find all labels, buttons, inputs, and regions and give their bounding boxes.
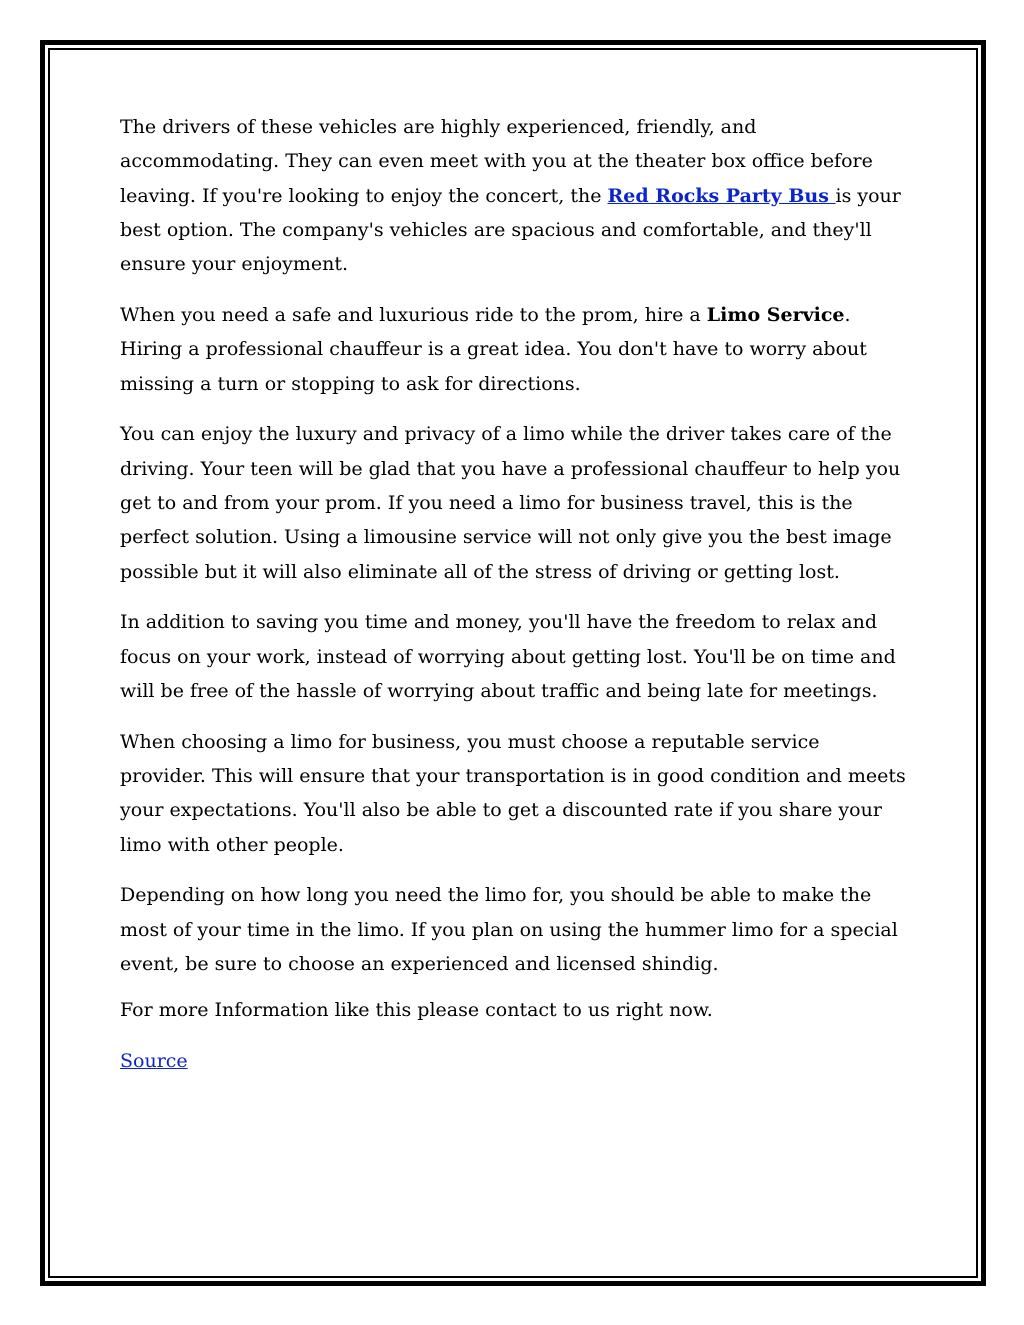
paragraph-2 [120, 298, 910, 401]
source-link[interactable]: Source [120, 1050, 188, 1073]
red-rocks-party-bus-link[interactable]: Red Rocks Party Bus [607, 184, 836, 207]
paragraph-1-text-b: is your best option. The company's vehicles are spacious and comfortable, and they'll ensure your enjoyment. [120, 184, 901, 276]
paragraph-1-text-a: The drivers of these vehicles are highly experienced, friendly, and accommodating. They can even meet with you at the theater box office before leaving. If you're looking to enjoy the concert, the [120, 116, 873, 207]
paragraph-6: Depending on how long you need the limo for, you should be able to make the most of your time in the limo. If you plan on using the hummer limo for a special event, be sure to choose an experienced and licensed shindig. [120, 884, 898, 976]
paragraph-7: For more Information like this please contact to us right now. [120, 999, 713, 1022]
document-body [120, 110, 910, 1095]
source-paragraph [120, 1044, 910, 1078]
limo-service-bold: Limo Service [706, 303, 845, 326]
paragraph-4: In addition to saving you time and money, you'll have the freedom to relax and focus on your work, instead of worrying about getting lost. You'll be on time and will be free of the hassle of worrying about traffic and being late for meetings. [120, 611, 896, 702]
paragraph-1 [120, 110, 910, 281]
paragraph-3: You can enjoy the luxury and privacy of a limo while the driver takes care of the driving. Your teen will be glad that you have a professional chauffeur to help you get to and from your prom. If you need a limo for business travel, this is the perfect solution. Using a limousine service will not only give you the best image possible but it will also eliminate all of the stress of driving or getting lost. [120, 423, 901, 583]
paragraph-2-text-a: When you need a safe and luxurious ride to the prom, hire a [120, 303, 707, 326]
paragraph-2-text-b: . Hiring a professional chauffeur is a great idea. You don't have to worry about missing a turn or stopping to ask for directions. [120, 303, 867, 395]
paragraph-5: When choosing a limo for business, you must choose a reputable service provider. This will ensure that your transportation is in good condition and meets your expectations. You'll also be able to get a discounted rate if you share your limo with other people. [120, 730, 906, 856]
